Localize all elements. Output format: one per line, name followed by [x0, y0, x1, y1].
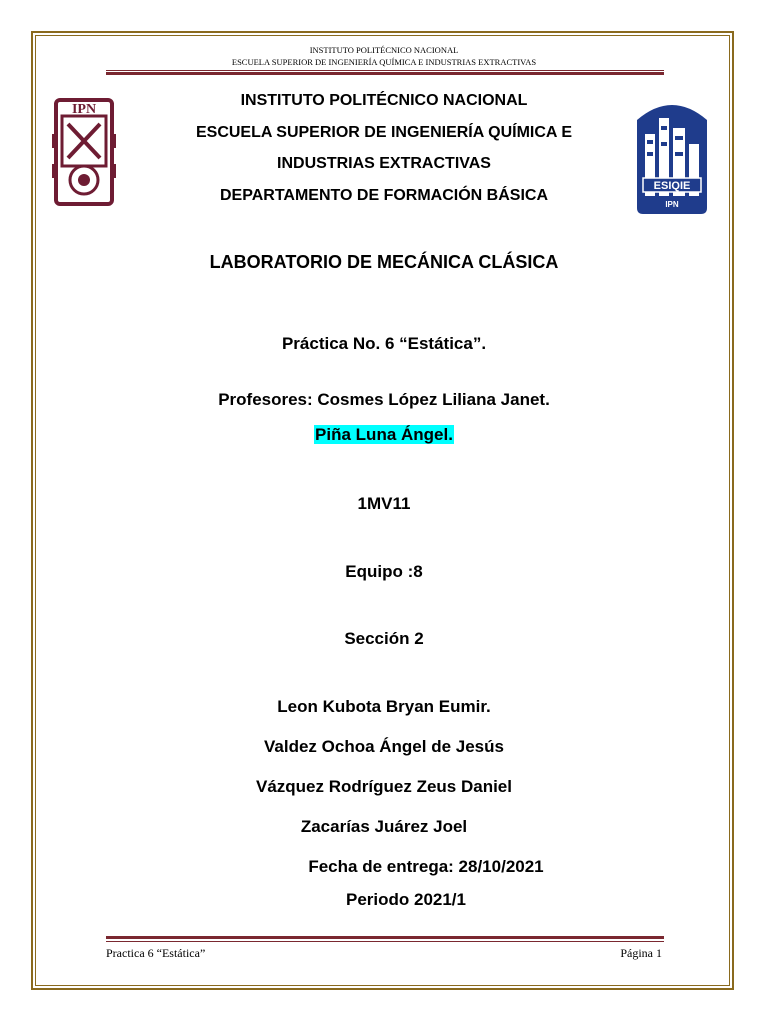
- team-number: Equipo :8: [345, 562, 423, 581]
- esiqie-logo-text: ESIQIE: [653, 180, 691, 192]
- ipn-logo-text: IPN: [71, 102, 97, 117]
- footer-rule-thin: [106, 941, 664, 942]
- member-2: Valdez Ochoa Ángel de Jesús: [264, 737, 504, 756]
- title-department: DEPARTAMENTO DE FORMACIÓN BÁSICA: [220, 187, 548, 204]
- period: Periodo 2021/1: [345, 890, 466, 909]
- member-4: Zacarías Juárez Joel: [300, 817, 468, 836]
- title-institution: INSTITUTO POLITÉCNICO NACIONAL: [240, 92, 528, 109]
- header-rule-thin: [106, 70, 664, 71]
- title-school-line2: INDUSTRIAS EXTRACTIVAS: [277, 155, 491, 172]
- member-1: Leon Kubota Bryan Eumir.: [277, 697, 491, 716]
- professors-line: Profesores: Cosmes López Liliana Janet.: [218, 390, 550, 409]
- header-rule-thick: [106, 72, 664, 75]
- header-institution: INSTITUTO POLITÉCNICO NACIONAL: [309, 45, 459, 55]
- practice-title: Práctica No. 6 “Estática”.: [281, 334, 487, 353]
- member-3: Vázquez Rodríguez Zeus Daniel: [256, 777, 512, 796]
- section-number: Sección 2: [344, 629, 424, 648]
- footer-rule-thick: [106, 936, 664, 939]
- delivery-date: Fecha de entrega: 28/10/2021: [308, 857, 544, 876]
- group-code: 1MV11: [357, 494, 411, 513]
- title-school-line1: ESCUELA SUPERIOR DE INGENIERÍA QUÍMICA E: [195, 124, 573, 141]
- footer-practice: Practica 6 “Estática”: [106, 946, 206, 960]
- professor-2-line: [0, 424, 768, 446]
- esiqie-logo-ipn-text: IPN: [665, 200, 679, 209]
- professor-2-highlight: Piña Luna Ángel.: [315, 425, 453, 444]
- footer-page-number: Página 1: [620, 946, 662, 960]
- lab-title: LABORATORIO DE MECÁNICA CLÁSICA: [209, 252, 559, 272]
- header-school: ESCUELA SUPERIOR DE INGENIERÍA QUÍMICA E INDUSTRIAS EXTRACTIVAS: [231, 57, 537, 67]
